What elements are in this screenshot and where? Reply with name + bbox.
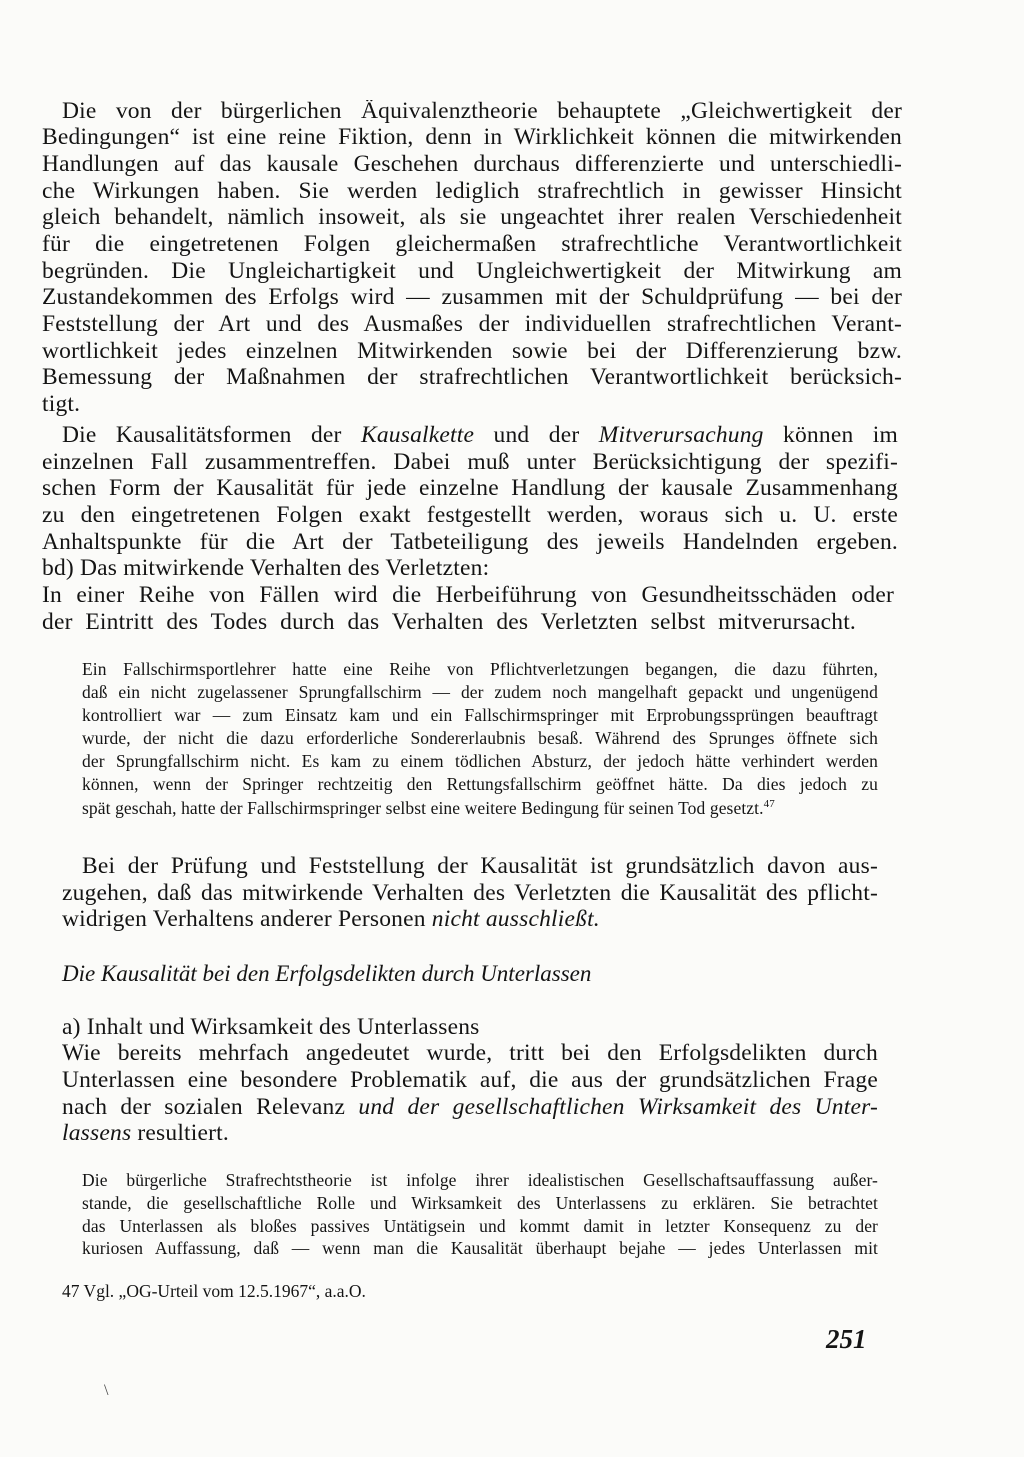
text-line: schen Form der Kausalität für jede einzelne Handlung der kausale Zusammenhang <box>42 477 898 501</box>
text-line: wortlichkeit jedes einzelnen Mitwirkenden sowie bei der Differenzierung bzw. <box>42 340 902 364</box>
text-line: können, wenn der Springer rechtzeitig den Rettungsfallschirm geöffnet hätte. Da dies jedoch zu <box>82 776 878 794</box>
text-line: Anhaltspunkte für die Art der Tatbeteiligung des jeweils Handelnden ergeben. <box>42 531 898 555</box>
footnote-ref: 47 <box>763 798 775 810</box>
text-line: Die von der bürgerlichen Äquivalenztheorie behauptete „Gleichwertigkeit der <box>62 100 902 124</box>
emphasis: lassens <box>62 1120 132 1146</box>
text-line: zugehen, daß das mitwirkende Verhalten des Verletzten die Kausalität des pflicht- <box>62 882 878 906</box>
section-heading: Die Kausalität bei den Erfolgsdelikten durch Unterlassen <box>62 961 592 986</box>
text-line: Ein Fallschirmsportlehrer hatte eine Reihe von Pflichtverletzungen begangen, die dazu führten, <box>82 661 878 679</box>
text-line: der Sprungfallschirm nicht. Es kam zu einem tödlichen Absturz, der jedoch hätte verhindert werden <box>82 753 878 771</box>
section-title: a) Inhalt und Wirksamkeit des Unterlassens <box>62 1014 480 1040</box>
section-title: bd) Das mitwirkende Verhalten des Verletzten: <box>42 555 490 581</box>
text-line: wurde, der nicht die dazu erforderliche Sondererlaubnis besaß. Während des Sprunges öffnete sich <box>82 730 878 748</box>
text-line: Feststellung der Art und des Ausmaßes der individuellen strafrechtlichen Verant- <box>42 313 902 337</box>
text-line: Bei der Prüfung und Feststellung der Kausalität ist grundsätzlich davon aus- <box>82 855 878 879</box>
text-line: lassens resultiert. <box>62 1120 229 1146</box>
text-line: tigt. <box>42 391 81 417</box>
text-line: gleich behandelt, nämlich insoweit, als sie ungeachtet ihrer realen Verschiedenheit <box>42 206 902 230</box>
emphasis: Mitverursachung <box>598 424 764 448</box>
page-number: 251 <box>826 1324 867 1354</box>
text-line: daß ein nicht zugelassener Sprungfallschirm — der zudem noch mangelhaft gepackt und ungenügend <box>82 684 878 702</box>
text-line: kontrolliert war — zum Einsatz kam und ein Fallschirmspringer mit Erprobungssprüngen beauftragt <box>82 707 878 725</box>
text-line: zu den eingetretenen Folgen exakt festgestellt werden, woraus sich u. U. erste <box>42 504 898 528</box>
text-line: In einer Reihe von Fällen wird die Herbeiführung von Gesundheitsschäden oder <box>42 584 894 608</box>
footnote: 47 Vgl. „OG-Urteil vom 12.5.1967“, a.a.O. <box>62 1281 366 1301</box>
text-line: Wie bereits mehrfach angedeutet wurde, tritt bei den Erfolgsdelikten durch <box>62 1042 878 1066</box>
text-line: Bedingungen“ ist eine reine Fiktion, denn in Wirklichkeit können die mitwirkenden <box>42 126 902 150</box>
emphasis: und der gesellschaftlichen Wirksamkeit des Unter- <box>358 1096 878 1120</box>
text-line: che Wirkungen haben. Sie werden lediglich strafrechtlich in gewisser Hinsicht <box>42 180 902 204</box>
text-line: Unterlassen eine besondere Problematik auf, die aus der grundsätzlichen Frage <box>62 1069 878 1093</box>
text-line: stande, die gesellschaftliche Rolle und Wirksamkeit des Unterlassens zu erklären. Sie betrachtet <box>82 1195 878 1213</box>
text-line: kuriosen Auffassung, daß — wenn man die Kausalität überhaupt bejahe — jedes Unterlassen mit <box>82 1240 878 1258</box>
text-line: widrigen Verhaltens anderer Personen nicht ausschließt. <box>62 906 600 932</box>
text-line: nach der sozialen Relevanz und der gesellschaftlichen Wirksamkeit des Unter- <box>62 1096 878 1120</box>
text-line: Zustandekommen des Erfolgs wird — zusammen mit der Schuldprüfung — bei der <box>42 286 902 310</box>
text-line: für die eingetretenen Folgen gleichermaßen strafrechtliche Verantwortlichkeit <box>42 233 902 257</box>
text-line: Die Kausalitätsformen der Kausalkette und der Mitverursachung können im <box>62 424 898 448</box>
text-line: begründen. Die Ungleichartigkeit und Ungleichwertigkeit der Mitwirkung am <box>42 260 902 284</box>
text-line: einzelnen Fall zusammentreffen. Dabei muß unter Berücksichtigung der spezifi- <box>42 451 898 475</box>
scan-mark: \ <box>104 1382 109 1399</box>
text-line: Die bürgerliche Strafrechtstheorie ist infolge ihrer idealistischen Gesellschaftsauffassung außer- <box>82 1172 878 1190</box>
text-line: der Eintritt des Todes durch das Verhalten des Verletzten selbst mitverursacht. <box>42 611 856 635</box>
text-line: Handlungen auf das kausale Geschehen durchaus differenzierte und unterschiedli- <box>42 153 902 177</box>
text-line: das Unterlassen als bloßes passives Untätigsein und kommt damit in letzter Konsequenz zu der <box>82 1218 878 1236</box>
text-line: Bemessung der Maßnahmen der strafrechtlichen Verantwortlichkeit berücksich- <box>42 366 902 390</box>
emphasis: Kausalkette <box>360 424 475 448</box>
text-line: spät geschah, hatte der Fallschirmspringer selbst eine weitere Bedingung für seinen Tod gesetzt. <box>82 797 764 818</box>
emphasis: nicht ausschließt. <box>431 906 600 932</box>
